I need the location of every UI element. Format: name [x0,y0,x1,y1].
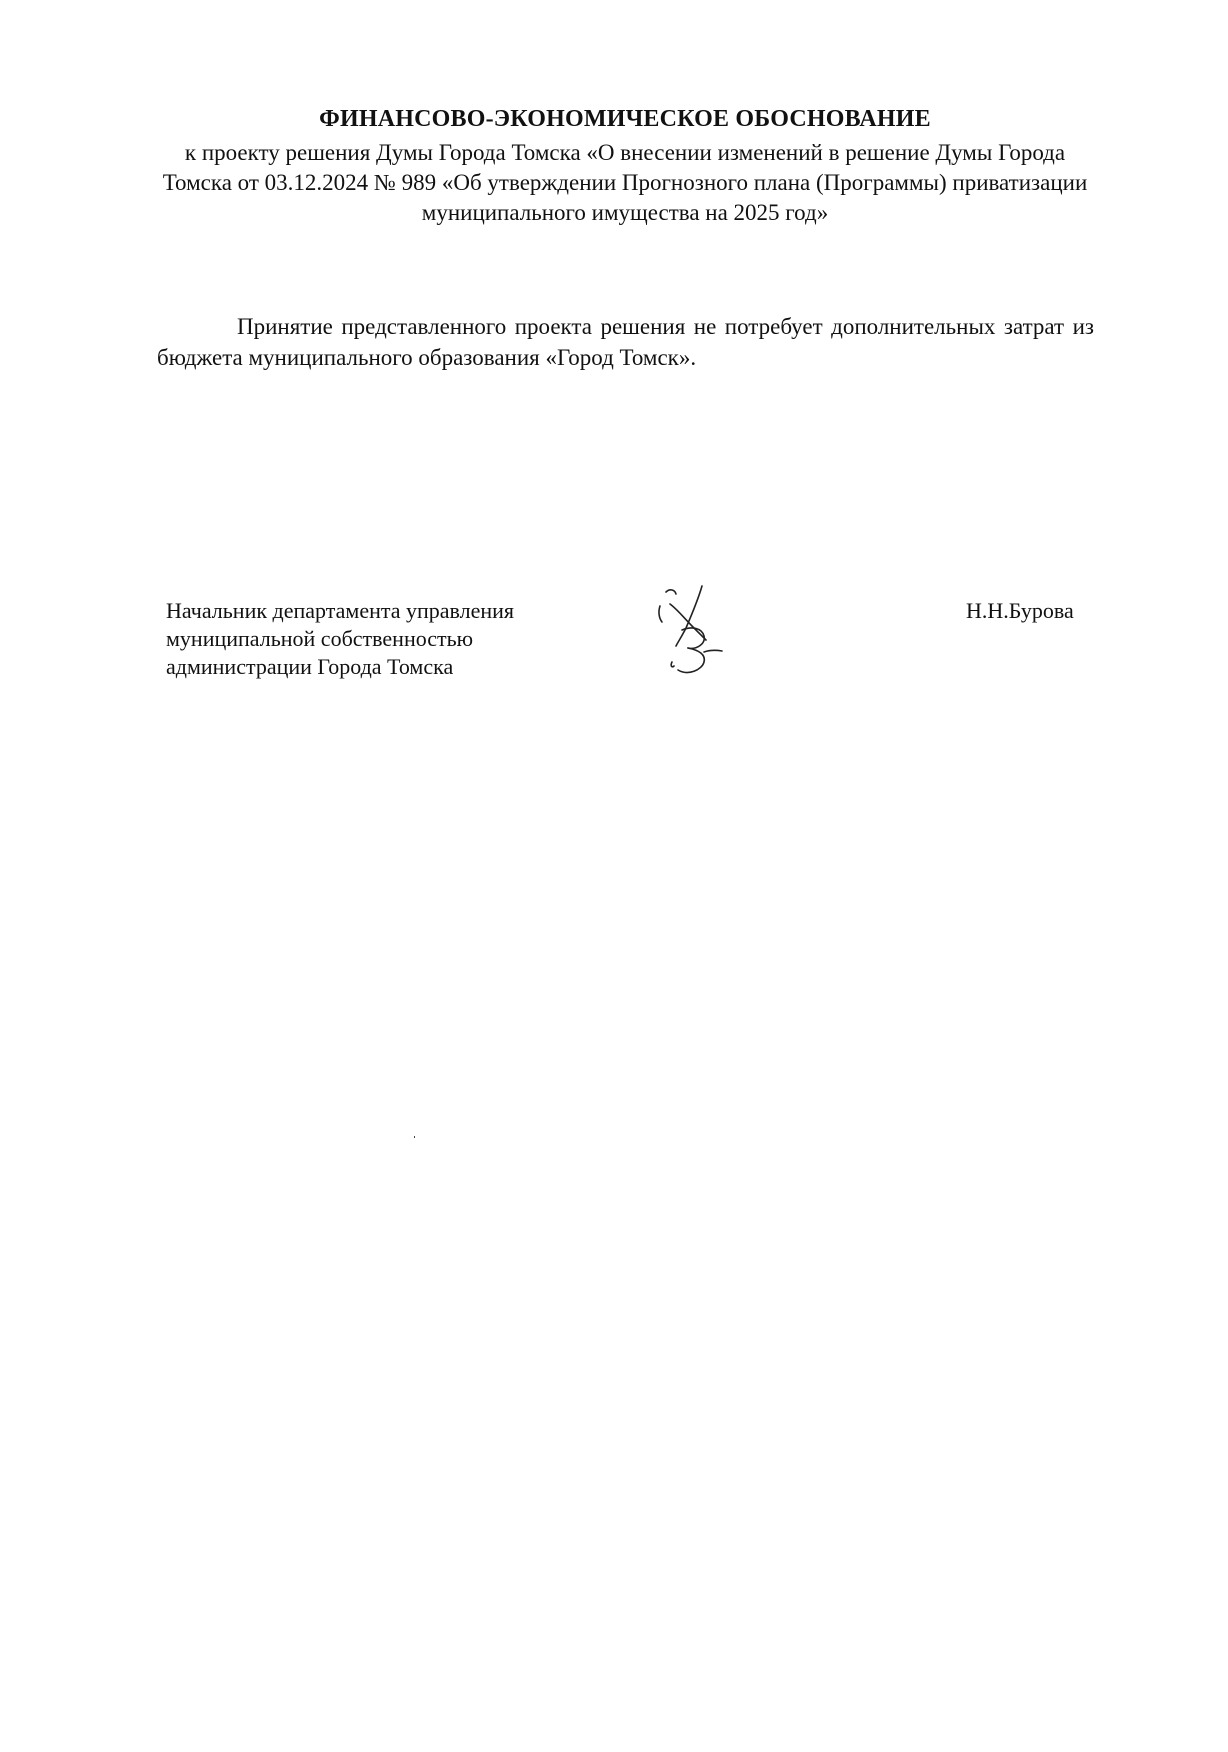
subtitle-line: к проекту решения Думы Города Томска «О внесении изменений в решение Думы Города [184,140,1066,165]
position-line: Начальник департамента управления [166,598,515,623]
signatory-name: Н.Н.Бурова [966,598,1074,623]
position-line: администрации Города Томска [166,654,454,679]
subtitle-line: Томска от 03.12.2024 № 989 «Об утверждении Прогнозного плана (Программы) приватизации [162,170,1088,195]
position-line: муниципальной собственностью [166,626,474,651]
subtitle-line: муниципального имущества на 2025 год» [421,200,829,225]
document-title: ФИНАНСОВО-ЭКОНОМИЧЕСКОЕ ОБОСНОВАНИЕ [319,106,931,132]
signatory-position [166,597,514,681]
document-subtitle [155,138,1095,228]
body-paragraph: Принятие представленного проекта решения не потребует дополнительных затрат из бюджета муниципального образования «Город Томск». [157,314,1094,370]
scan-speck [414,1136,415,1138]
handwritten-signature [648,580,748,680]
